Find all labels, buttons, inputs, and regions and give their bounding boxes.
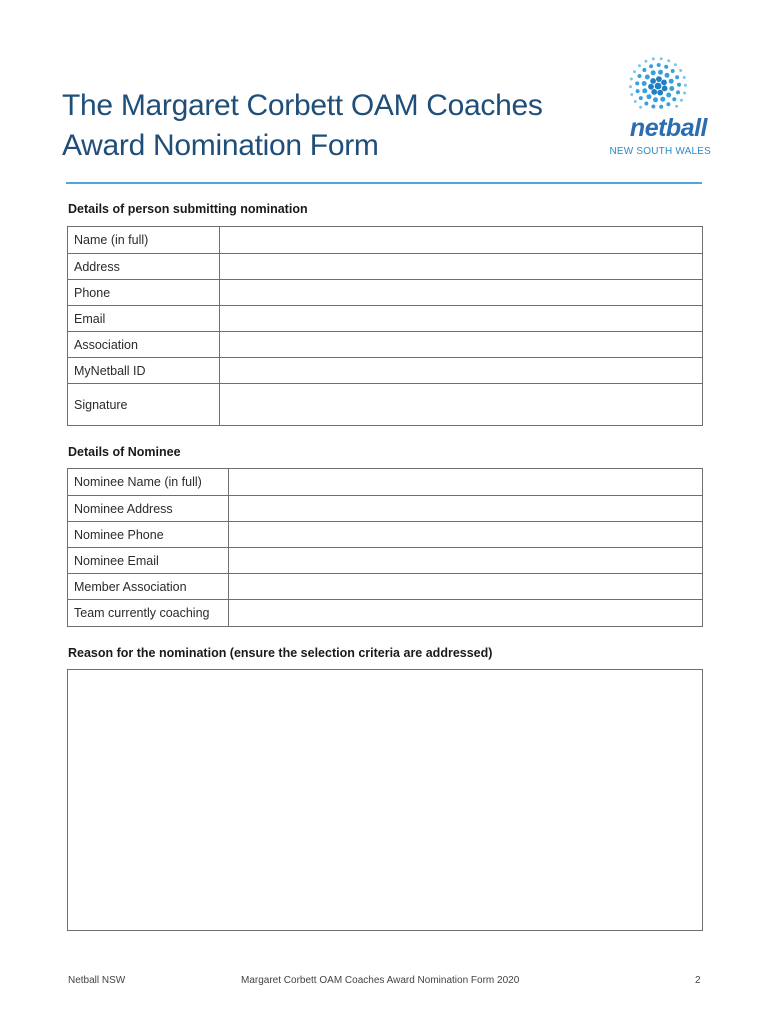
logo-dot — [677, 83, 681, 87]
field-label: Name (in full) — [68, 227, 220, 254]
logo-dot — [679, 69, 682, 72]
logo-dot — [639, 96, 643, 100]
logo-dot — [656, 76, 662, 82]
logo-dot — [676, 90, 680, 94]
logo-dot — [666, 102, 670, 106]
field-label: Nominee Name (in full) — [68, 469, 229, 496]
submitter-table — [67, 226, 703, 426]
logo-dot — [662, 86, 668, 92]
field-label: MyNetball ID — [68, 358, 220, 384]
submitter-section-heading: Details of person submitting nomination — [68, 202, 308, 216]
logo-dot — [642, 68, 646, 72]
logo-dot — [657, 63, 661, 67]
logo-dot — [667, 59, 670, 62]
field-label: Association — [68, 332, 220, 358]
logo-dot — [671, 69, 675, 73]
logo-dot — [683, 92, 686, 95]
logo-wordmark: netball — [629, 114, 707, 142]
logo-dot — [657, 90, 663, 96]
logo-dot — [661, 80, 667, 86]
field-input[interactable] — [220, 254, 703, 280]
logo-dot — [684, 84, 687, 87]
header-divider — [66, 182, 702, 184]
table-row — [68, 227, 703, 254]
table-row — [68, 280, 703, 306]
logo-dot — [649, 64, 653, 68]
footer-page-number: 2 — [695, 975, 701, 986]
logo-dot — [629, 85, 632, 88]
table-row — [68, 358, 703, 384]
field-input[interactable] — [220, 358, 703, 384]
logo-dot — [634, 100, 637, 103]
field-label: Signature — [68, 384, 220, 426]
field-label: Email — [68, 306, 220, 332]
logo-dot — [630, 78, 633, 81]
logo-dot — [651, 89, 657, 95]
logo-dot — [635, 81, 639, 85]
logo-dot — [630, 93, 633, 96]
logo-dot — [642, 81, 647, 86]
field-input[interactable] — [229, 548, 703, 574]
logo-dot — [653, 97, 658, 102]
logo-dot — [669, 86, 674, 91]
logo-dot — [669, 79, 674, 84]
field-input[interactable] — [229, 469, 703, 496]
field-label: Address — [68, 254, 220, 280]
logo-dot — [652, 57, 655, 60]
logo-dot — [648, 84, 654, 90]
logo-dot — [666, 93, 671, 98]
logo-dot — [639, 106, 642, 109]
reason-section-heading: Reason for the nomination (ensure the selection criteria are addressed) — [68, 646, 493, 660]
logo-dot — [660, 57, 663, 60]
field-label: Nominee Address — [68, 496, 229, 522]
netball-logo-icon — [604, 56, 712, 160]
field-input[interactable] — [220, 384, 703, 426]
logo-dot — [638, 74, 642, 78]
logo-dot — [636, 89, 640, 93]
table-row — [68, 574, 703, 600]
field-input[interactable] — [229, 574, 703, 600]
logo-dot — [674, 63, 677, 66]
logo-dot — [658, 70, 663, 75]
logo-dot — [675, 105, 678, 108]
field-label: Phone — [68, 280, 220, 306]
footer-document-title: Margaret Corbett OAM Coaches Award Nomination Form 2020 — [241, 975, 520, 986]
logo-dot — [650, 78, 656, 84]
logo-dot — [660, 97, 665, 102]
page-title — [62, 86, 582, 166]
logo-dot — [644, 60, 647, 63]
table-row — [68, 469, 703, 496]
logo-dot — [647, 94, 652, 99]
logo-dot — [675, 75, 679, 79]
field-input[interactable] — [229, 496, 703, 522]
field-input[interactable] — [229, 522, 703, 548]
logo-dot — [645, 75, 650, 80]
logo-dot — [659, 105, 663, 109]
field-input[interactable] — [220, 306, 703, 332]
logo-dot — [642, 88, 647, 93]
logo-subtitle: NEW SOUTH WALES — [609, 146, 711, 157]
field-input[interactable] — [220, 332, 703, 358]
logo-dot — [672, 97, 676, 101]
field-label: Nominee Email — [68, 548, 229, 574]
nominee-section-heading: Details of Nominee — [68, 445, 181, 459]
logo-dot — [683, 76, 686, 79]
logo-dot — [633, 70, 636, 73]
field-input[interactable] — [229, 600, 703, 627]
logo-dot — [651, 105, 655, 109]
field-label: Team currently coaching — [68, 600, 229, 627]
logo-dot — [651, 70, 656, 75]
table-row — [68, 332, 703, 358]
field-label: Nominee Phone — [68, 522, 229, 548]
reason-textarea[interactable] — [67, 669, 703, 931]
field-input[interactable] — [220, 280, 703, 306]
field-input[interactable] — [220, 227, 703, 254]
table-row — [68, 496, 703, 522]
logo-dot — [644, 102, 648, 106]
logo-dot — [680, 99, 683, 102]
table-row — [68, 600, 703, 627]
logo-dot — [665, 73, 670, 78]
title-line-1: The Margaret Corbett OAM Coaches — [62, 89, 543, 122]
table-row — [68, 548, 703, 574]
logo-dot — [638, 64, 641, 67]
table-row — [68, 522, 703, 548]
table-row — [68, 384, 703, 426]
field-label: Member Association — [68, 574, 229, 600]
title-line-2: Award Nomination Form — [62, 129, 379, 162]
logo-dot — [655, 83, 662, 90]
table-row — [68, 306, 703, 332]
table-row — [68, 254, 703, 280]
nominee-table — [67, 468, 703, 627]
logo-dot — [664, 65, 668, 69]
footer-org: Netball NSW — [68, 975, 126, 986]
